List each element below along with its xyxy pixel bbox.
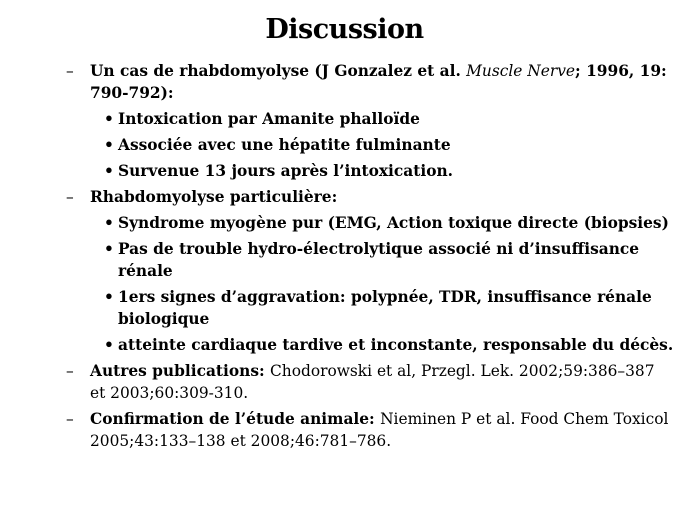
sub-item [104,238,674,282]
journal-name: Muscle Nerve [466,62,576,80]
bullet-marker: • [104,240,114,258]
reference-text: Chodorowski et al, Przegl. Lek. 2002;59:386–387 et 2003;60:309-310. [90,362,655,402]
dash-marker: – [66,62,74,80]
item-gonzalez-case [64,60,674,104]
sub-item [104,108,674,130]
sub-item-text: Intoxication par Amanite phalloïde [118,110,420,128]
item-rhabdomyolyse [64,186,674,208]
sub-item-text: Associée avec une hépatite fulminante [118,136,451,154]
sub-item-text: Survenue 13 jours après l’intoxication. [118,162,454,180]
slide-title: Discussion [265,14,424,45]
sub-item [104,134,674,156]
bullet-marker: • [104,136,114,154]
sub-item [104,334,674,356]
sub-item [104,286,674,330]
dash-marker: – [66,362,74,380]
item-tail: ; 1996, 19: 790-792): [90,62,667,102]
slide-content [64,60,674,456]
item-lead: Confirmation de l’étude animale: [90,410,381,428]
sub-item [104,160,674,182]
bullet-marker: • [104,214,114,232]
item-other-publications [64,360,674,404]
dash-marker: – [66,188,74,206]
sub-item-text: Syndrome myogène pur (EMG, Action toxique directe (biopsies) [118,214,669,232]
sub-item [104,212,674,234]
bullet-marker: • [104,288,114,306]
sub-item-text: atteinte cardiaque tardive et inconstante, responsable du décès. [118,336,674,354]
item-lead: Rhabdomyolyse particulière: [90,188,338,206]
bullet-marker: • [104,110,114,128]
dash-marker: – [66,410,74,428]
sub-item-text: Pas de trouble hydro-électrolytique associé ni d’insuffisance rénale [118,240,640,280]
sub-item-text: 1ers signes d’aggravation: polypnée, TDR, insuffisance rénale biologique [118,288,652,328]
item-lead: Un cas de rhabdomyolyse (J Gonzalez et al. [90,62,467,80]
bullet-marker: • [104,162,114,180]
item-animal-study [64,408,674,452]
item-lead: Autres publications: [90,362,271,380]
bullet-marker: • [104,336,114,354]
reference-text: Nieminen P et al. Food Chem Toxicol 2005;43:133–138 et 2008;46:781–786. [90,410,669,450]
